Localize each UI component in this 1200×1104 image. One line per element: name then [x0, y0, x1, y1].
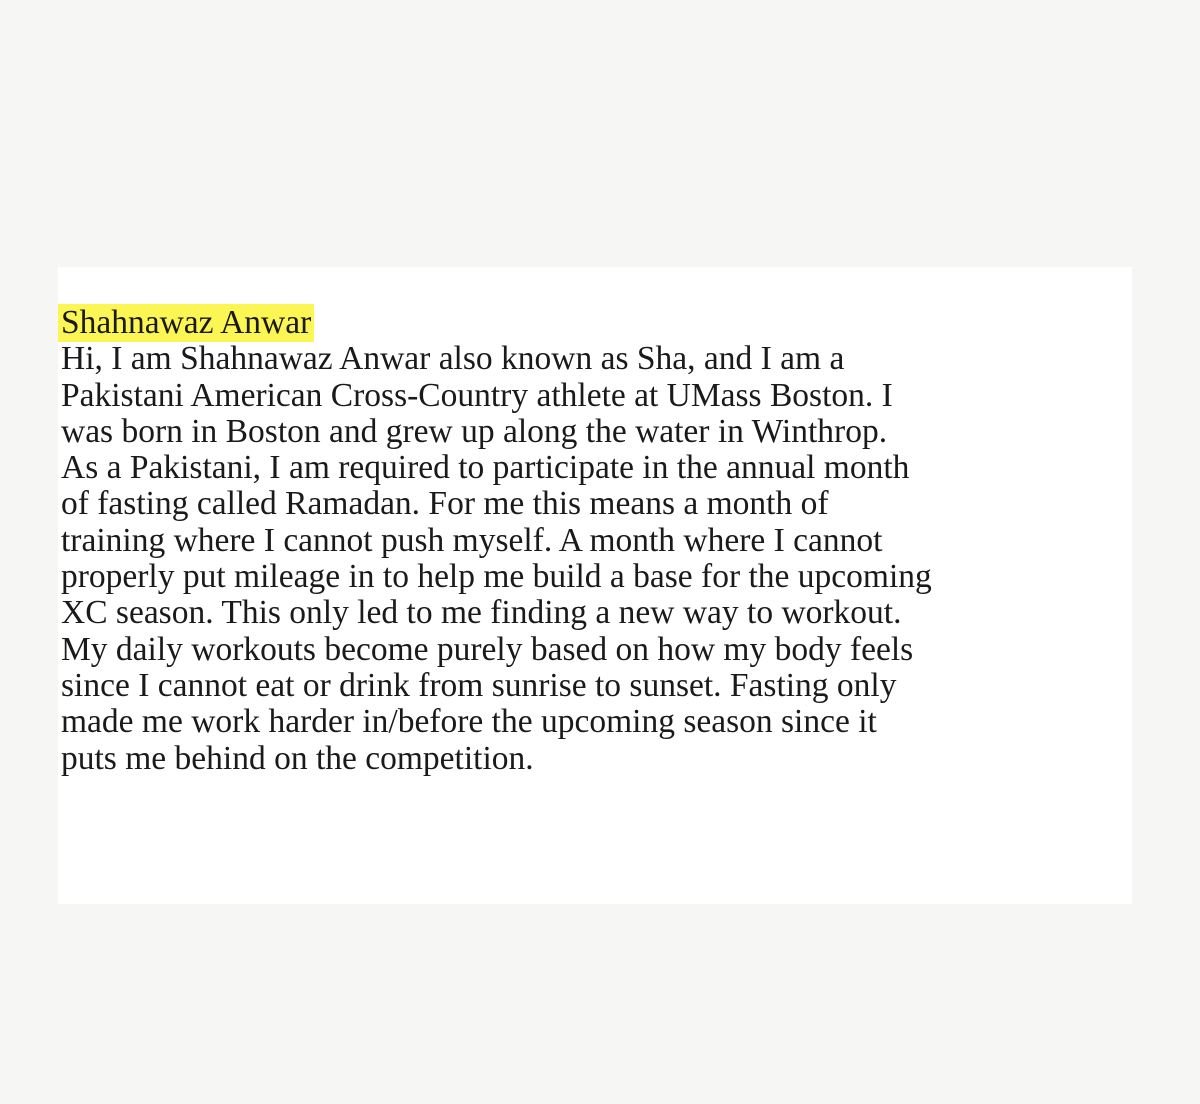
body-line: was born in Boston and grew up along the water in Winthrop.	[61, 412, 888, 450]
body-line: My daily workouts become purely based on how my body feels	[61, 630, 914, 668]
body-line: Pakistani American Cross-Country athlete at UMass Boston. I	[61, 376, 893, 414]
body-line: XC season. This only led to me finding a new way to workout.	[61, 594, 902, 632]
body-line: Hi, I am Shahnawaz Anwar also known as Sha, and I am a	[61, 340, 845, 378]
body-line: As a Pakistani, I am required to participate in the annual month	[61, 449, 910, 487]
document-card	[58, 267, 1132, 904]
body-line: puts me behind on the competition.	[61, 739, 534, 777]
body-line: training where I cannot push myself. A month where I cannot	[61, 521, 883, 559]
author-name-highlight: Shahnawaz Anwar	[58, 304, 314, 342]
body-line: since I cannot eat or drink from sunrise to sunset. Fasting only	[61, 666, 897, 704]
body-line: made me work harder in/before the upcoming season since it	[61, 703, 877, 741]
document-text	[58, 305, 1132, 777]
author-name-line	[58, 305, 1132, 341]
body-line: properly put mileage in to help me build a base for the upcoming	[61, 558, 932, 596]
body-line: of fasting called Ramadan. For me this means a month of	[61, 485, 829, 523]
